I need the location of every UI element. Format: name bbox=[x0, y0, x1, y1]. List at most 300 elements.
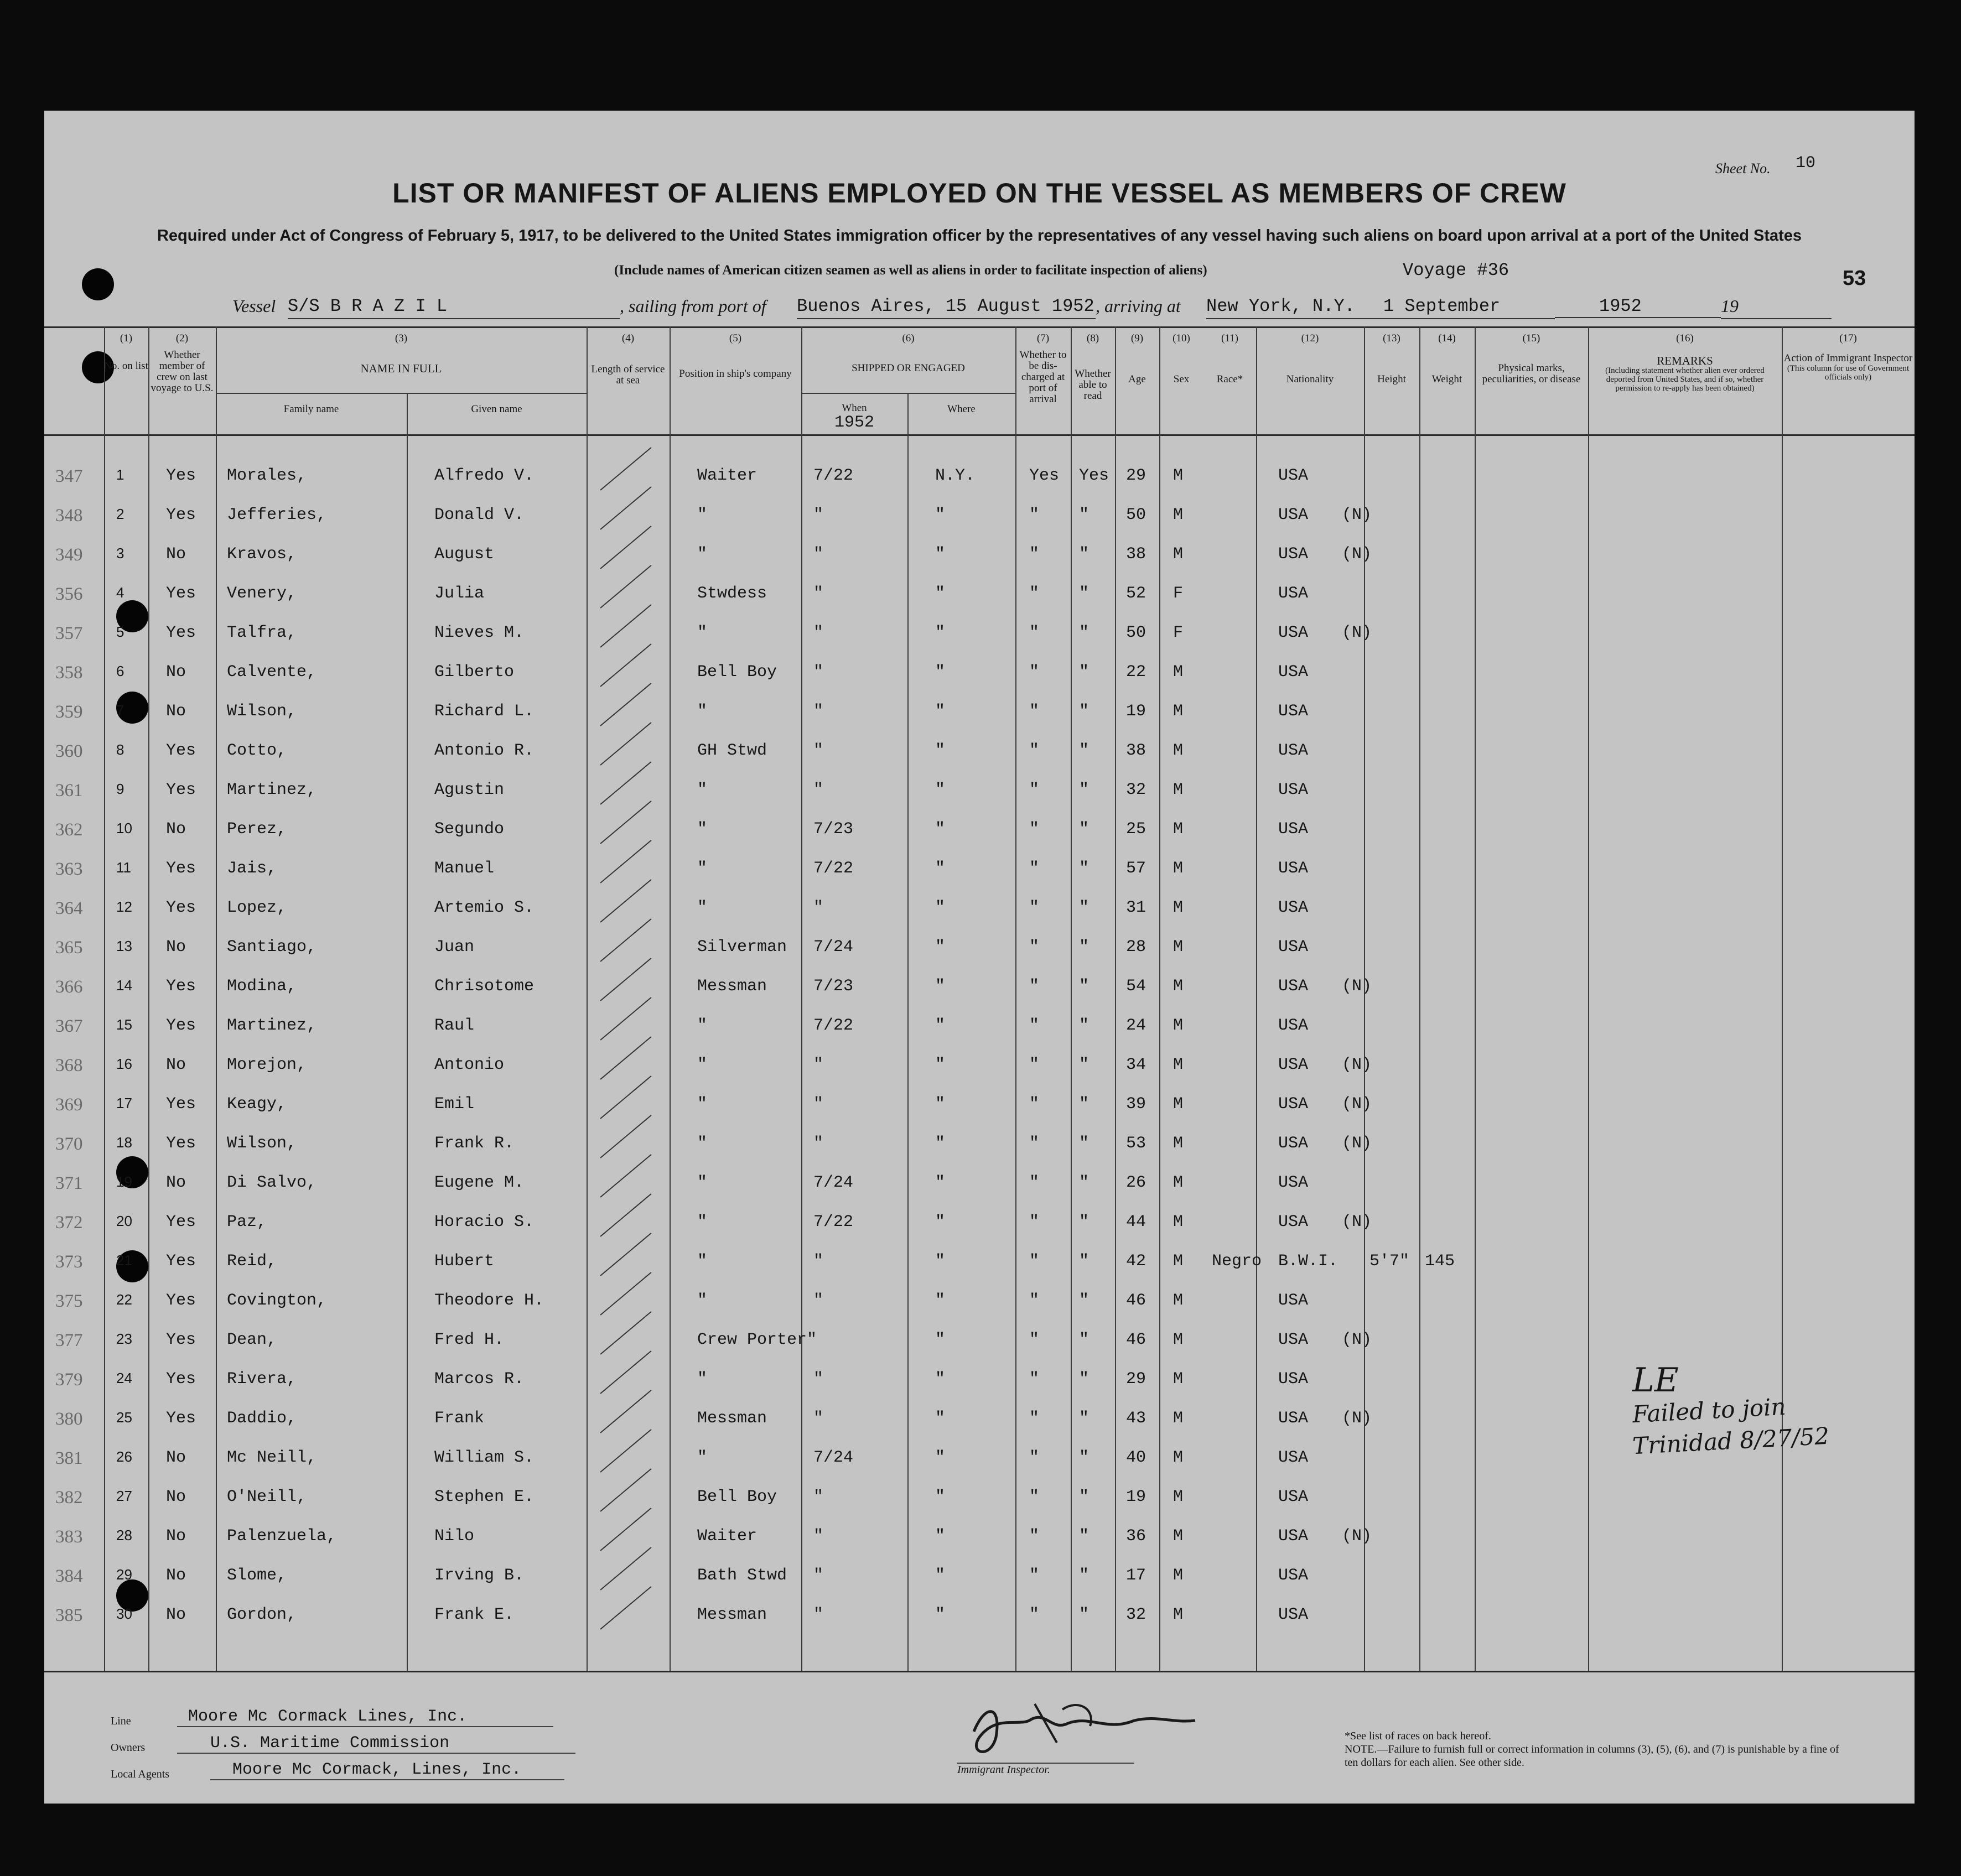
crew-row-height: 5'7" bbox=[1369, 1252, 1410, 1271]
crew-row-list-number: 24 bbox=[116, 1370, 132, 1386]
crew-row-last-voyage: Yes bbox=[166, 1016, 196, 1035]
crew-row-when: 7/22 bbox=[813, 859, 854, 878]
crew-row-discharged: " bbox=[1029, 1448, 1040, 1467]
crew-row-family-name: Martinez, bbox=[227, 1016, 317, 1035]
crew-row-ref-number: 373 bbox=[55, 1252, 83, 1272]
line-label: Line bbox=[111, 1715, 131, 1727]
crew-row-nationality: USA bbox=[1278, 977, 1309, 996]
crew-row-age: 43 bbox=[1126, 1409, 1146, 1428]
crew-row-position: " bbox=[697, 702, 708, 721]
crew-row-ref-number: 347 bbox=[55, 466, 83, 486]
crew-row-given-name: Frank E. bbox=[434, 1605, 515, 1624]
table-row bbox=[44, 1596, 1915, 1634]
crew-row-family-name: Calvente, bbox=[227, 663, 317, 682]
crew-row-list-number: 8 bbox=[116, 741, 124, 758]
crew-row-last-voyage: Yes bbox=[166, 741, 196, 760]
col-where: Where bbox=[947, 403, 976, 415]
crew-row-last-voyage: Yes bbox=[166, 466, 196, 485]
crew-row-given-name: Agustin bbox=[434, 781, 505, 799]
crew-row-age: 22 bbox=[1126, 663, 1146, 682]
crew-row-where: " bbox=[935, 1370, 946, 1389]
crew-row-discharged: " bbox=[1029, 623, 1040, 642]
crew-row-ref-number: 348 bbox=[55, 506, 83, 526]
crew-row-list-number: 13 bbox=[116, 938, 132, 954]
crew-row-race: Negro bbox=[1212, 1252, 1262, 1271]
crew-row-ref-number: 382 bbox=[55, 1488, 83, 1508]
crew-row-last-voyage: No bbox=[166, 663, 186, 682]
crew-row-nationality: USA bbox=[1278, 1291, 1309, 1310]
races-note: *See list of races on back hereof. bbox=[1345, 1730, 1491, 1742]
crew-row-family-name: Di Salvo, bbox=[227, 1173, 317, 1192]
crew-row-position: Bell Boy bbox=[697, 1488, 777, 1506]
crew-row-nationality-note: (N) bbox=[1342, 1095, 1372, 1114]
crew-row-nationality: B.W.I. bbox=[1278, 1252, 1339, 1271]
crew-row-list-number: 29 bbox=[116, 1566, 132, 1583]
col-physical-marks: (15) Physical marks, peculiarities, or disease bbox=[1482, 332, 1581, 385]
crew-row-position: Crew Porter" bbox=[697, 1331, 817, 1349]
crew-row-nationality-note: (N) bbox=[1342, 506, 1372, 524]
crew-row-position: " bbox=[697, 1448, 708, 1467]
crew-row-where: " bbox=[935, 623, 946, 642]
table-row bbox=[44, 535, 1915, 574]
crew-row-able-to-read: " bbox=[1079, 623, 1090, 642]
crew-row-age: 39 bbox=[1126, 1095, 1146, 1114]
sailing-label: , sailing from port of bbox=[620, 296, 766, 316]
crew-row-family-name: Wilson, bbox=[227, 702, 297, 721]
col-name-in-full: (3) NAME IN FULL bbox=[360, 332, 442, 375]
crew-row-last-voyage: Yes bbox=[166, 584, 196, 603]
crew-row-nationality: USA bbox=[1278, 623, 1309, 642]
table-row bbox=[44, 1556, 1915, 1595]
penalty-note: NOTE.—Failure to furnish full or correct information in columns (3), (5), (6), and (7) is punishable by a fine of ten dollars for each alien. See other side. bbox=[1345, 1743, 1839, 1769]
crew-row-discharged: " bbox=[1029, 545, 1040, 564]
manifest-table bbox=[44, 326, 1915, 1676]
crew-row-when: 7/24 bbox=[813, 938, 854, 957]
crew-row-nationality: USA bbox=[1278, 820, 1309, 839]
crew-row-family-name: Wilson, bbox=[227, 1134, 297, 1153]
crew-row-given-name: Nilo bbox=[434, 1527, 475, 1546]
table-row bbox=[44, 771, 1915, 809]
crew-row-nationality-note: (N) bbox=[1342, 1134, 1372, 1153]
crew-row-given-name: Juan bbox=[434, 938, 475, 957]
crew-row-sex: M bbox=[1173, 741, 1184, 760]
crew-row-last-voyage: Yes bbox=[166, 1213, 196, 1231]
crew-row-last-voyage: Yes bbox=[166, 1370, 196, 1389]
crew-row-when: " bbox=[813, 741, 824, 760]
crew-row-discharged: " bbox=[1029, 977, 1040, 996]
crew-row-given-name: Richard L. bbox=[434, 702, 535, 721]
crew-row-given-name: Theodore H. bbox=[434, 1291, 544, 1310]
crew-row-last-voyage: Yes bbox=[166, 898, 196, 917]
table-row bbox=[44, 1006, 1915, 1045]
crew-row-age: 28 bbox=[1126, 938, 1146, 957]
table-row bbox=[44, 1281, 1915, 1320]
crew-row-position: " bbox=[697, 1095, 708, 1114]
crew-row-where: " bbox=[935, 1488, 946, 1506]
crew-row-where: " bbox=[935, 898, 946, 917]
crew-row-discharged: " bbox=[1029, 898, 1040, 917]
crew-row-discharged: " bbox=[1029, 1331, 1040, 1349]
crew-row-list-number: 14 bbox=[116, 977, 132, 994]
crew-row-age: 54 bbox=[1126, 977, 1146, 996]
crew-row-when: " bbox=[813, 506, 824, 524]
crew-row-able-to-read: " bbox=[1079, 1291, 1090, 1310]
crew-row-given-name: August bbox=[434, 545, 495, 564]
crew-row-list-number: 21 bbox=[116, 1252, 132, 1269]
crew-row-able-to-read: " bbox=[1079, 1566, 1090, 1585]
crew-row-family-name: Paz, bbox=[227, 1213, 267, 1231]
crew-row-able-to-read: " bbox=[1079, 584, 1090, 603]
crew-row-list-number: 26 bbox=[116, 1448, 132, 1465]
crew-row-age: 38 bbox=[1126, 741, 1146, 760]
crew-row-list-number: 9 bbox=[116, 781, 124, 797]
crew-row-ref-number: 356 bbox=[55, 584, 83, 604]
crew-row-list-number: 10 bbox=[116, 820, 132, 836]
crew-row-list-number: 3 bbox=[116, 545, 124, 562]
crew-row-nationality: USA bbox=[1278, 1213, 1309, 1231]
crew-row-able-to-read: " bbox=[1079, 545, 1090, 564]
crew-row-nationality: USA bbox=[1278, 1566, 1309, 1585]
table-row bbox=[44, 1478, 1915, 1516]
crew-row-sex: M bbox=[1173, 1095, 1184, 1114]
crew-row-position: " bbox=[697, 1370, 708, 1389]
crew-row-when: " bbox=[813, 1056, 824, 1074]
crew-row-nationality: USA bbox=[1278, 1095, 1309, 1114]
crew-row-sex: M bbox=[1173, 1213, 1184, 1231]
col-able-to-read: (8) Whether able to read bbox=[1075, 332, 1111, 402]
crew-row-where: " bbox=[935, 977, 946, 996]
crew-row-ref-number: 360 bbox=[55, 741, 83, 761]
table-row bbox=[44, 1046, 1915, 1084]
crew-row-when: " bbox=[813, 702, 824, 721]
col-position: (5) Position in ship's company bbox=[679, 332, 792, 380]
crew-row-position: Waiter bbox=[697, 466, 758, 485]
crew-row-sex: M bbox=[1173, 781, 1184, 799]
crew-row-sex: M bbox=[1173, 859, 1184, 878]
crew-row-given-name: Alfredo V. bbox=[434, 466, 535, 485]
crew-row-ref-number: 367 bbox=[55, 1016, 83, 1036]
crew-row-ref-number: 368 bbox=[55, 1056, 83, 1075]
crew-row-age: 50 bbox=[1126, 623, 1146, 642]
crew-row-discharged: " bbox=[1029, 1291, 1040, 1310]
crew-row-ref-number: 370 bbox=[55, 1134, 83, 1154]
owners-label: Owners bbox=[111, 1742, 146, 1754]
crew-row-family-name: Morejon, bbox=[227, 1056, 307, 1074]
crew-row-family-name: Venery, bbox=[227, 584, 297, 603]
crew-row-age: 26 bbox=[1126, 1173, 1146, 1192]
crew-row-given-name: Julia bbox=[434, 584, 485, 603]
crew-row-nationality-note: (N) bbox=[1342, 977, 1372, 996]
crew-row-where: " bbox=[935, 1134, 946, 1153]
crew-row-able-to-read: " bbox=[1079, 1527, 1090, 1546]
crew-row-able-to-read: " bbox=[1079, 859, 1090, 878]
include-note: (Include names of American citizen seamen as well as aliens in order to facilitate inspection of aliens) bbox=[614, 263, 1207, 278]
crew-row-when: 7/24 bbox=[813, 1173, 854, 1192]
crew-row-given-name: Artemio S. bbox=[434, 898, 535, 917]
crew-row-list-number: 7 bbox=[116, 702, 124, 719]
crew-row-when: 7/22 bbox=[813, 466, 854, 485]
remarks-line-2: Trinidad 8/27/52 bbox=[1631, 1422, 1830, 1460]
crew-row-nationality: USA bbox=[1278, 1331, 1309, 1349]
crew-row-where: " bbox=[935, 1605, 946, 1624]
crew-row-discharged: " bbox=[1029, 1134, 1040, 1153]
crew-row-sex: F bbox=[1173, 623, 1184, 642]
crew-row-nationality: USA bbox=[1278, 663, 1309, 682]
col-no-on-list: (1) No. on list bbox=[104, 332, 148, 372]
crew-row-when: 7/23 bbox=[813, 977, 854, 996]
crew-row-last-voyage: No bbox=[166, 702, 186, 721]
crew-row-nationality-note: (N) bbox=[1342, 1409, 1372, 1428]
crew-row-family-name: Jefferies, bbox=[227, 506, 327, 524]
crew-row-sex: M bbox=[1173, 1605, 1184, 1624]
crew-row-family-name: Slome, bbox=[227, 1566, 287, 1585]
crew-row-discharged: " bbox=[1029, 820, 1040, 839]
crew-row-age: 40 bbox=[1126, 1448, 1146, 1467]
crew-row-family-name: Mc Neill, bbox=[227, 1448, 317, 1467]
crew-row-able-to-read: " bbox=[1079, 1134, 1090, 1153]
crew-row-discharged: " bbox=[1029, 1056, 1040, 1074]
crew-row-position: " bbox=[697, 623, 708, 642]
crew-row-where: " bbox=[935, 545, 946, 564]
crew-row-list-number: 16 bbox=[116, 1056, 132, 1072]
crew-row-ref-number: 385 bbox=[55, 1605, 83, 1625]
crew-row-discharged: " bbox=[1029, 741, 1040, 760]
crew-row-family-name: Jais, bbox=[227, 859, 277, 878]
when-year: 1952 bbox=[834, 413, 874, 432]
crew-row-age: 29 bbox=[1126, 1370, 1146, 1389]
crew-row-sex: M bbox=[1173, 506, 1184, 524]
crew-row-given-name: Irving B. bbox=[434, 1566, 525, 1585]
arrival-year: 1952 bbox=[1555, 296, 1721, 318]
crew-row-position: " bbox=[697, 1016, 708, 1035]
crew-row-able-to-read: " bbox=[1079, 663, 1090, 682]
crew-row-discharged: " bbox=[1029, 781, 1040, 799]
crew-row-family-name: Perez, bbox=[227, 820, 287, 839]
crew-row-given-name: Donald V. bbox=[434, 506, 525, 524]
crew-row-age: 53 bbox=[1126, 1134, 1146, 1153]
crew-row-when: " bbox=[813, 781, 824, 799]
crew-row-able-to-read: " bbox=[1079, 1213, 1090, 1231]
crew-row-last-voyage: No bbox=[166, 1605, 186, 1624]
crew-row-where: " bbox=[935, 1409, 946, 1428]
crew-row-able-to-read: " bbox=[1079, 898, 1090, 917]
crew-row-list-number: 11 bbox=[116, 859, 131, 876]
crew-row-list-number: 25 bbox=[116, 1409, 132, 1426]
crew-row-able-to-read: " bbox=[1079, 781, 1090, 799]
crew-row-where: " bbox=[935, 584, 946, 603]
crew-row-last-voyage: Yes bbox=[166, 1095, 196, 1114]
crew-row-discharged: " bbox=[1029, 506, 1040, 524]
crew-row-sex: M bbox=[1173, 1331, 1184, 1349]
crew-row-age: 24 bbox=[1126, 1016, 1146, 1035]
crew-row-nationality-note: (N) bbox=[1342, 1056, 1372, 1074]
crew-row-family-name: Kravos, bbox=[227, 545, 297, 564]
crew-row-last-voyage: No bbox=[166, 1056, 186, 1074]
crew-row-sex: M bbox=[1173, 1370, 1184, 1389]
crew-row-family-name: Cotto, bbox=[227, 741, 287, 760]
crew-row-sex: M bbox=[1173, 1252, 1184, 1271]
crew-row-last-voyage: Yes bbox=[166, 506, 196, 524]
crew-row-age: 25 bbox=[1126, 820, 1146, 839]
table-row bbox=[44, 496, 1915, 534]
crew-row-when: " bbox=[813, 1605, 824, 1624]
crew-row-where: " bbox=[935, 781, 946, 799]
crew-row-ref-number: 365 bbox=[55, 938, 83, 958]
crew-row-position: Messman bbox=[697, 1409, 767, 1428]
crew-row-ref-number: 364 bbox=[55, 898, 83, 918]
crew-row-list-number: 22 bbox=[116, 1291, 132, 1308]
crew-row-ref-number: 379 bbox=[55, 1370, 83, 1390]
crew-row-last-voyage: Yes bbox=[166, 1409, 196, 1428]
crew-row-ref-number: 381 bbox=[55, 1448, 83, 1468]
col-discharged: (7) Whether to be dis-charged at port of arrival bbox=[1019, 332, 1067, 405]
crew-row-nationality: USA bbox=[1278, 1448, 1309, 1467]
crew-row-where: N.Y. bbox=[935, 466, 976, 485]
crew-row-where: " bbox=[935, 1213, 946, 1231]
crew-row-given-name: Fred H. bbox=[434, 1331, 505, 1349]
crew-row-position: " bbox=[697, 859, 708, 878]
crew-row-last-voyage: Yes bbox=[166, 1331, 196, 1349]
crew-row-discharged: " bbox=[1029, 1566, 1040, 1585]
crew-row-ref-number: 359 bbox=[55, 702, 83, 722]
crew-row-given-name: Manuel bbox=[434, 859, 495, 878]
page-subtitle: Required under Act of Congress of February 5, 1917, to be delivered to the United States immigration officer by the representatives of any vessel having such aliens on board upon arrival at a port of the United States bbox=[157, 227, 1802, 245]
crew-row-family-name: Morales, bbox=[227, 466, 307, 485]
crew-row-position: Messman bbox=[697, 1605, 767, 1624]
crew-row-where: " bbox=[935, 1056, 946, 1074]
table-row bbox=[44, 1242, 1915, 1281]
crew-row-sex: M bbox=[1173, 1409, 1184, 1428]
col-weight: (14) Weight bbox=[1431, 332, 1462, 385]
crew-row-ref-number: 384 bbox=[55, 1566, 83, 1586]
crew-row-family-name: Lopez, bbox=[227, 898, 287, 917]
crew-row-family-name: Covington, bbox=[227, 1291, 327, 1310]
crew-row-given-name: Frank bbox=[434, 1409, 485, 1428]
crew-row-nationality-note: (N) bbox=[1342, 623, 1372, 642]
crew-row-last-voyage: Yes bbox=[166, 859, 196, 878]
crew-row-nationality-note: (N) bbox=[1342, 1213, 1372, 1231]
crew-row-ref-number: 349 bbox=[55, 545, 83, 565]
table-row bbox=[44, 456, 1915, 495]
crew-row-nationality: USA bbox=[1278, 506, 1309, 524]
crew-row-list-number: 27 bbox=[116, 1488, 132, 1504]
crew-row-family-name: Talfra, bbox=[227, 623, 297, 642]
crew-row-able-to-read: " bbox=[1079, 1370, 1090, 1389]
crew-row-family-name: Keagy, bbox=[227, 1095, 287, 1114]
crew-row-nationality: USA bbox=[1278, 1409, 1309, 1428]
year-prefix: 19 bbox=[1721, 296, 1832, 319]
crew-row-sex: M bbox=[1173, 820, 1184, 839]
crew-row-able-to-read: " bbox=[1079, 820, 1090, 839]
table-row bbox=[44, 731, 1915, 770]
crew-row-where: " bbox=[935, 1252, 946, 1271]
crew-row-able-to-read: " bbox=[1079, 1056, 1090, 1074]
crew-row-when: " bbox=[813, 1252, 824, 1271]
sailing-from: Buenos Aires, 15 August 1952 bbox=[797, 296, 1096, 319]
crew-row-last-voyage: Yes bbox=[166, 1291, 196, 1310]
crew-row-position: " bbox=[697, 506, 708, 524]
crew-row-nationality: USA bbox=[1278, 1527, 1309, 1546]
owners-value: U.S. Maritime Commission bbox=[177, 1734, 575, 1754]
crew-row-list-number: 19 bbox=[116, 1173, 132, 1190]
inspector-label: Immigrant Inspector. bbox=[957, 1763, 1134, 1776]
crew-row-family-name: Dean, bbox=[227, 1331, 277, 1349]
crew-row-sex: M bbox=[1173, 1527, 1184, 1546]
crew-row-where: " bbox=[935, 663, 946, 682]
col-inspector-action: (17) Action of Immigrant Inspector (This column for use of Government officials only) bbox=[1782, 333, 1915, 382]
crew-row-sex: M bbox=[1173, 545, 1184, 564]
crew-row-position: " bbox=[697, 1173, 708, 1192]
crew-row-age: 32 bbox=[1126, 1605, 1146, 1624]
crew-row-list-number: 12 bbox=[116, 898, 132, 915]
crew-row-given-name: William S. bbox=[434, 1448, 535, 1467]
crew-row-nationality: USA bbox=[1278, 898, 1309, 917]
service-check-mark bbox=[600, 447, 651, 491]
crew-row-discharged: " bbox=[1029, 1173, 1040, 1192]
crew-row-discharged: " bbox=[1029, 1252, 1040, 1271]
punch-hole bbox=[82, 268, 114, 300]
crew-row-ref-number: 358 bbox=[55, 663, 83, 683]
crew-row-given-name: Gilberto bbox=[434, 663, 515, 682]
manifest-sheet bbox=[44, 111, 1915, 1804]
crew-row-where: " bbox=[935, 859, 946, 878]
crew-row-sex: M bbox=[1173, 1566, 1184, 1585]
crew-row-nationality: USA bbox=[1278, 938, 1309, 957]
crew-row-where: " bbox=[935, 741, 946, 760]
crew-row-age: 57 bbox=[1126, 859, 1146, 878]
crew-row-given-name: Marcos R. bbox=[434, 1370, 525, 1389]
crew-row-nationality: USA bbox=[1278, 1173, 1309, 1192]
crew-row-able-to-read: " bbox=[1079, 1448, 1090, 1467]
crew-row-ref-number: 371 bbox=[55, 1173, 83, 1193]
table-row bbox=[44, 1124, 1915, 1163]
crew-row-nationality: USA bbox=[1278, 1134, 1309, 1153]
page-number: 53 bbox=[1843, 267, 1866, 290]
crew-row-last-voyage: No bbox=[166, 820, 186, 839]
crew-row-discharged: " bbox=[1029, 1527, 1040, 1546]
crew-row-ref-number: 372 bbox=[55, 1213, 83, 1233]
crew-row-able-to-read: " bbox=[1079, 1409, 1090, 1428]
crew-row-able-to-read: " bbox=[1079, 977, 1090, 996]
crew-row-able-to-read: " bbox=[1079, 1605, 1090, 1624]
crew-row-list-number: 2 bbox=[116, 506, 124, 522]
remarks-note: (Including statement whether alien ever ordered deported from United States, and if so, whether permission to re-apply has been obtained) bbox=[1605, 366, 1765, 393]
crew-row-ref-number: 362 bbox=[55, 820, 83, 840]
crew-row-last-voyage: No bbox=[166, 1566, 186, 1585]
crew-row-age: 38 bbox=[1126, 545, 1146, 564]
crew-row-last-voyage: Yes bbox=[166, 623, 196, 642]
page-title: LIST OR MANIFEST OF ALIENS EMPLOYED ON THE VESSEL AS MEMBERS OF CREW bbox=[392, 178, 1566, 209]
crew-row-sex: M bbox=[1173, 898, 1184, 917]
crew-row-given-name: Chrisotome bbox=[434, 977, 535, 996]
crew-row-position: " bbox=[697, 1056, 708, 1074]
crew-row-age: 19 bbox=[1126, 702, 1146, 721]
table-row bbox=[44, 1085, 1915, 1124]
crew-row-when: 7/23 bbox=[813, 820, 854, 839]
crew-row-discharged: " bbox=[1029, 938, 1040, 957]
crew-row-discharged: " bbox=[1029, 859, 1040, 878]
crew-row-when: " bbox=[813, 1488, 824, 1506]
crew-row-ref-number: 377 bbox=[55, 1331, 83, 1350]
crew-row-position: Stwdess bbox=[697, 584, 767, 603]
crew-row-sex: M bbox=[1173, 1134, 1184, 1153]
crew-row-when: " bbox=[813, 1566, 824, 1585]
crew-row-when: 7/24 bbox=[813, 1448, 854, 1467]
crew-row-weight: 145 bbox=[1425, 1252, 1455, 1271]
crew-row-list-number: 30 bbox=[116, 1605, 132, 1622]
arriving-label: , arriving at bbox=[1096, 296, 1181, 316]
crew-row-nationality: USA bbox=[1278, 781, 1309, 799]
